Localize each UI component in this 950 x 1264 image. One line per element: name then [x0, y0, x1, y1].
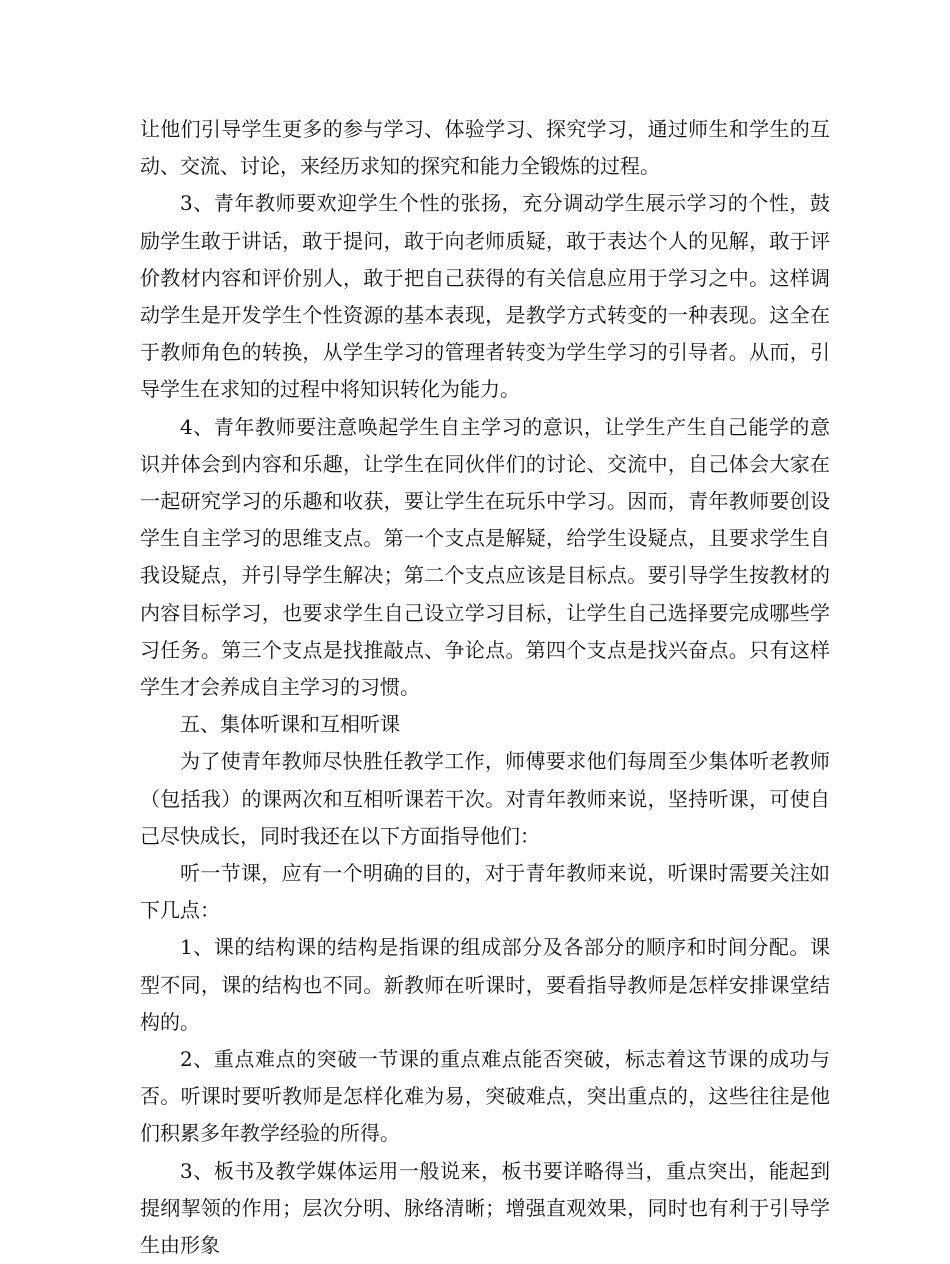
paragraph-item-1: 1、课的结构课的结构是指课的组成部分及各部分的顺序和时间分配。课型不同，课的结构也不同。新教师在听课时，要看指导教师是怎样安排课堂结构的。 — [140, 935, 830, 1034]
paragraph-item-3: 3、板书及教学媒体运用一般说来，板书要详略得当，重点突出，能起到提纲挈领的作用；层次分明、脉络清晰；增强直观效果，同时也有利于引导学生由形象 — [140, 1158, 830, 1258]
section-heading-5: 五、集体听课和互相听课 — [180, 712, 400, 737]
document-body — [140, 111, 830, 1264]
paragraph-item-2: 2、重点难点的突破一节课的重点难点能否突破，标志着这节课的成功与否。听课时要听教师是怎样化难为易，突破难点，突出重点的，这些往往是他们积累多年教学经验的所得。 — [140, 1047, 830, 1146]
paragraph-point-3: 3、青年教师要欢迎学生个性的张扬，充分调动学生展示学习的个性，鼓励学生敢于讲话，敢于提问，敢于向老师质疑，敢于表达个人的见解，敢于评价教材内容和评价别人，敢于把自己获得的有关信息应用于学习之中。这样调动学生是开发学生个性资源的基本表现，是教学方式转变的一种表现。这全在于教师角色的转换，从学生学习的管理者转变为学生学习的引导者。从而，引导学生在求知的过程中将知识转化为能力。 — [140, 191, 830, 402]
paragraph-listening-focus: 听一节课，应有一个明确的目的，对于青年教师来说，听课时需要关注如下几点： — [140, 861, 830, 923]
paragraph-point-4: 4、青年教师要注意唤起学生自主学习的意识，让学生产生自己能学的意识并体会到内容和乐趣，让学生在同伙伴们的讨论、交流中，自己体会大家在一起研究学习的乐趣和收获，要让学生在玩乐中学习。因而，青年教师要创设学生自主学习的思维支点。第一个支点是解疑，给学生设疑点，且要求学生自我设疑点，并引导学生解决；第二个支点应该是目标点。要引导学生按教材的内容目标学习，也要求学生自己设立学习目标，让学生自己选择要完成哪些学习任务。第三个支点是找推敲点、争论点。第四个支点是找兴奋点。只有这样学生才会养成自主学习的习惯。 — [140, 414, 830, 700]
paragraph-listening-intro: 为了使青年教师尽快胜任教学工作，师傅要求他们每周至少集体听老教师（包括我）的课两次和互相听课若干次。对青年教师来说，坚持听课，可使自己尽快成长，同时我还在以下方面指导他们： — [140, 749, 830, 848]
paragraph-continuation: 让他们引导学生更多的参与学习、体验学习、探究学习，通过师生和学生的互动、交流、讨论，来经历求知的探究和能力全锻炼的过程。 — [140, 117, 830, 179]
